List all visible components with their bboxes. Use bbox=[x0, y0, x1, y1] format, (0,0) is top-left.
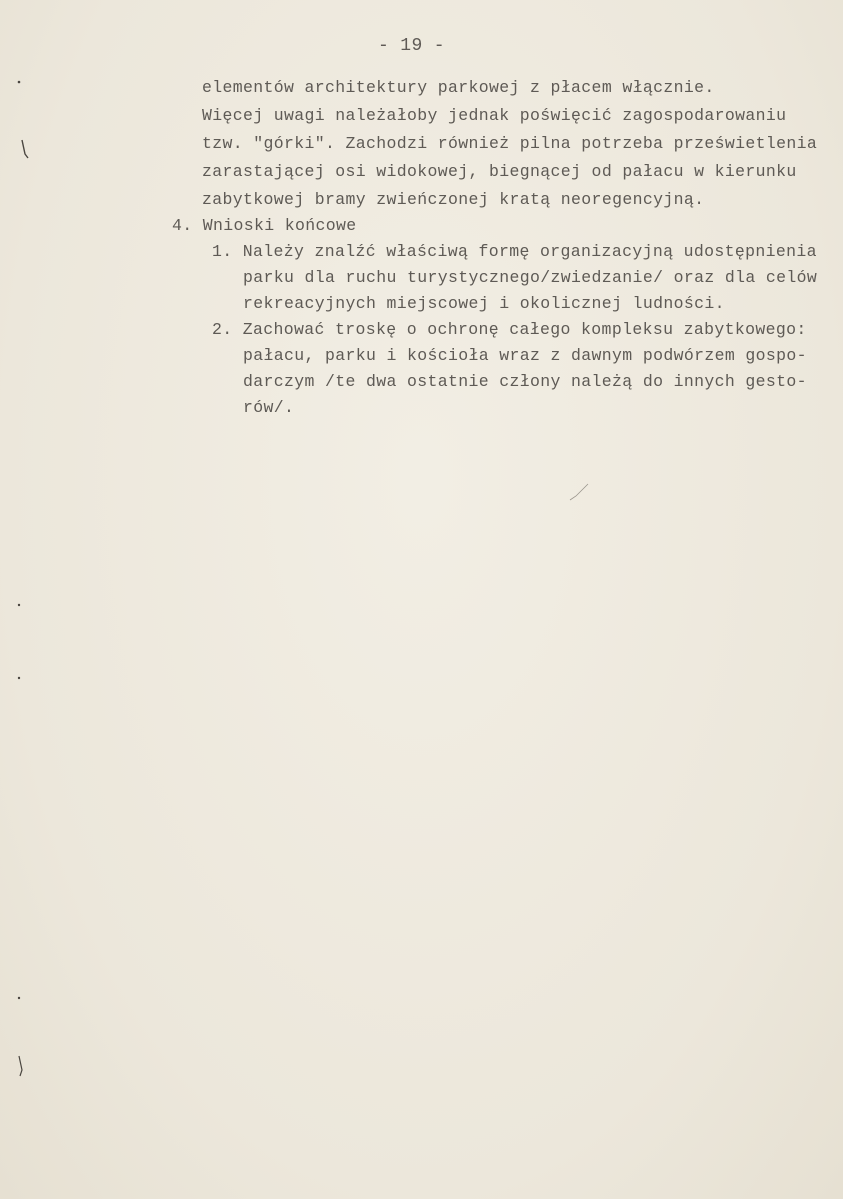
paragraph-line: elementów architektury parkowej z płacem włącznie. bbox=[202, 78, 715, 97]
page-number: - 19 - bbox=[378, 36, 445, 56]
item-line: darczym /te dwa ostatnie człony należą do innych gesto- bbox=[243, 372, 807, 391]
item-line: rekreacyjnych miejscowej i okolicznej ludności. bbox=[243, 294, 725, 313]
item-line: 2. Zachować troskę o ochronę całego kompleksu zabytkowego: bbox=[212, 320, 807, 339]
paragraph-line: zabytkowej bramy zwieńczonej kratą neoregencyjną. bbox=[202, 190, 705, 209]
item-line: pałacu, parku i kościoła wraz z dawnym podwórzem gospo- bbox=[243, 346, 807, 365]
paragraph-line: tzw. "górki". Zachodzi również pilna potrzeba prześwietlenia bbox=[202, 134, 818, 153]
paragraph-line: Więcej uwagi należałoby jednak poświęcić zagospodarowaniu bbox=[202, 106, 787, 125]
item-line: rów/. bbox=[243, 398, 295, 417]
section-heading: 4. Wnioski końcowe bbox=[172, 216, 357, 235]
margin-marks bbox=[12, 70, 42, 1110]
item-line: parku dla ruchu turystycznego/zwiedzanie/ oraz dla celów bbox=[243, 268, 818, 287]
stray-mark bbox=[566, 480, 596, 504]
item-line: 1. Należy znalźć właściwą formę organizacyjną udostępnienia bbox=[212, 242, 817, 261]
paragraph-line: zarastającej osi widokowej, biegnącej od pałacu w kierunku bbox=[202, 162, 797, 181]
